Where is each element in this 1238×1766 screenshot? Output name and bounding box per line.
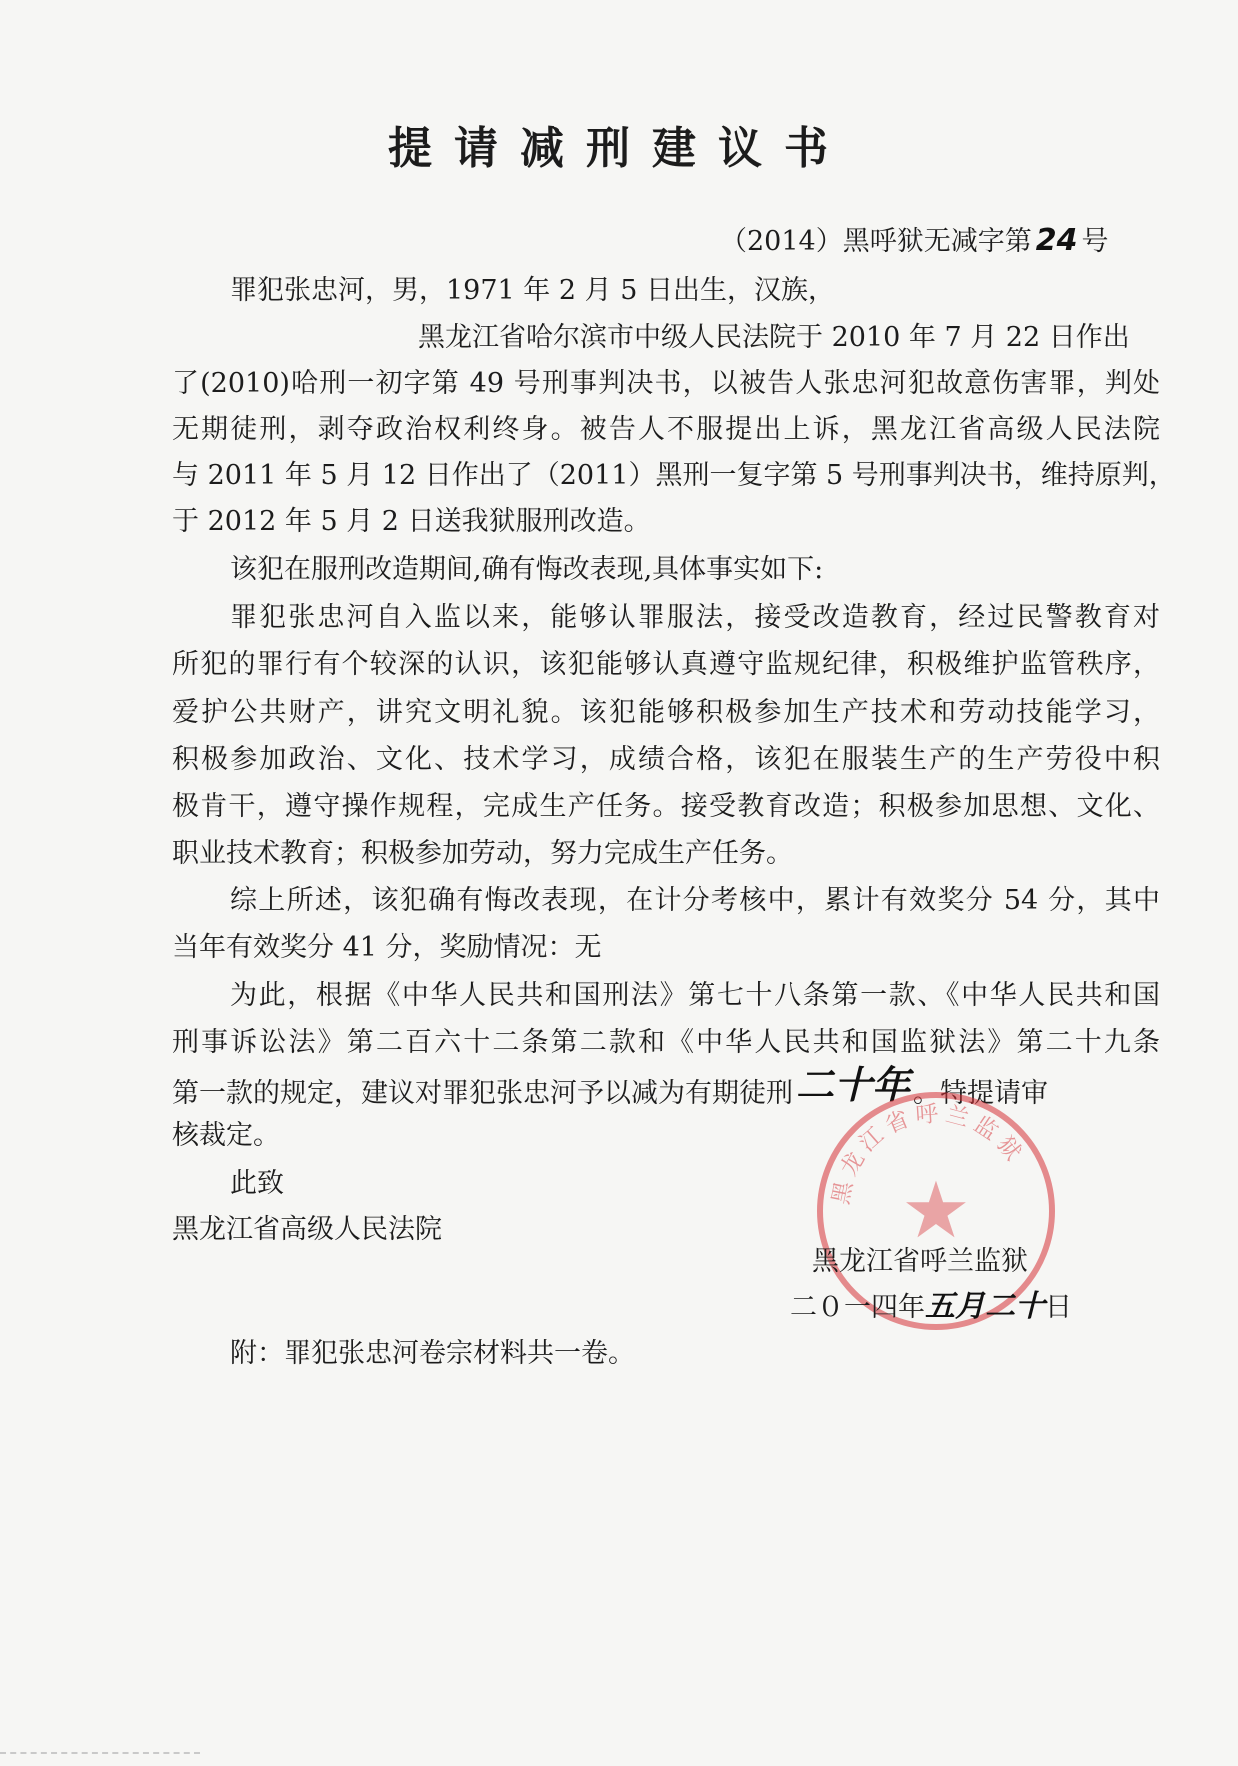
body-line-17: 刑事诉讼法》第二百六十二条第二款和《中华人民共和国监狱法》第二十九条: [172, 1027, 1160, 1058]
body-line-8: 罪犯张忠河自入监以来，能够认罪服法，接受改造教育，经过民警教育对: [230, 602, 1160, 633]
sentence-prefix: 第一款的规定，建议对罪犯张忠河予以减为有期徒刑: [172, 1078, 793, 1109]
issue-date-suffix: 日: [1045, 1292, 1072, 1323]
body-line-14: 综上所述，该犯确有悔改表现，在计分考核中，累计有效奖分 54 分，其中: [230, 885, 1160, 916]
document-title: 提请减刑建议书: [388, 123, 850, 174]
body-line-10: 爱护公共财产，讲究文明礼貌。该犯能够积极参加生产技术和劳动技能学习，: [172, 697, 1160, 728]
recipient: 黑龙江省高级人民法院: [172, 1214, 442, 1245]
issuer: 黑龙江省呼兰监狱: [812, 1246, 1028, 1277]
body-line-1: 罪犯张忠河，男，1971 年 2 月 5 日出生，汉族，: [230, 275, 835, 306]
document-number-handwritten: 24: [1035, 223, 1078, 258]
salutation: 此致: [230, 1168, 284, 1199]
body-line-2: 黑龙江省哈尔滨市中级人民法院于 2010 年 7 月 22 日作出: [418, 322, 1130, 353]
body-line-16: 为此，根据《中华人民共和国刑法》第七十八条第一款、《中华人民共和国: [230, 980, 1160, 1011]
issue-date: [790, 1291, 1072, 1324]
body-line-9: 所犯的罪行有个较深的认识，该犯能够认真遵守监规纪律，积极维护监管秩序，: [172, 649, 1160, 680]
body-line-6: 于 2012 年 5 月 2 日送我狱服刑改造。: [172, 506, 651, 537]
sentence-handwritten: 二十年: [795, 1063, 910, 1107]
body-line-13: 职业技术教育；积极参加劳动，努力完成生产任务。: [172, 838, 793, 869]
sentence-end: 核裁定。: [172, 1120, 280, 1151]
document-number-prefix: （2014）黑呼狱无减字第: [720, 226, 1032, 257]
body-line-11: 积极参加政治、文化、技术学习，成绩合格，该犯在服装生产的生产劳役中积: [172, 744, 1160, 775]
body-line-4: 无期徒刑，剥夺政治权利终身。被告人不服提出上诉，黑龙江省高级人民法院: [172, 414, 1160, 445]
document-number: [720, 225, 1160, 258]
body-line-3: 了(2010)哈刑一初字第 49 号刑事判决书，以被告人张忠河犯故意伤害罪，判处: [172, 368, 1160, 399]
document-number-suffix: 号: [1081, 226, 1109, 257]
body-line-15: 当年有效奖分 41 分，奖励情况：无: [172, 932, 602, 963]
scan-edge-mark: [0, 1752, 200, 1758]
body-line-12: 极肯干，遵守操作规程，完成生产任务。接受教育改造；积极参加思想、文化、: [172, 791, 1160, 822]
seal-star-icon: ★: [901, 1166, 971, 1256]
seal-text: 黑龙江省呼兰监狱: [827, 1100, 1030, 1207]
attachment-note: 附：罪犯张忠河卷宗材料共一卷。: [230, 1338, 635, 1369]
body-line-7: 该犯在服刑改造期间,确有悔改表现,具体事实如下:: [230, 554, 824, 585]
sentence-suffix: 。特提请审: [913, 1078, 1048, 1109]
body-line-5: 与 2011 年 5 月 12 日作出了（2011）黑刑一复字第 5 号刑事判决书，维持原判，: [172, 460, 1176, 491]
issue-date-prefix: 二０一四年: [790, 1292, 925, 1323]
issue-date-handwritten: 五月二十: [925, 1289, 1045, 1324]
